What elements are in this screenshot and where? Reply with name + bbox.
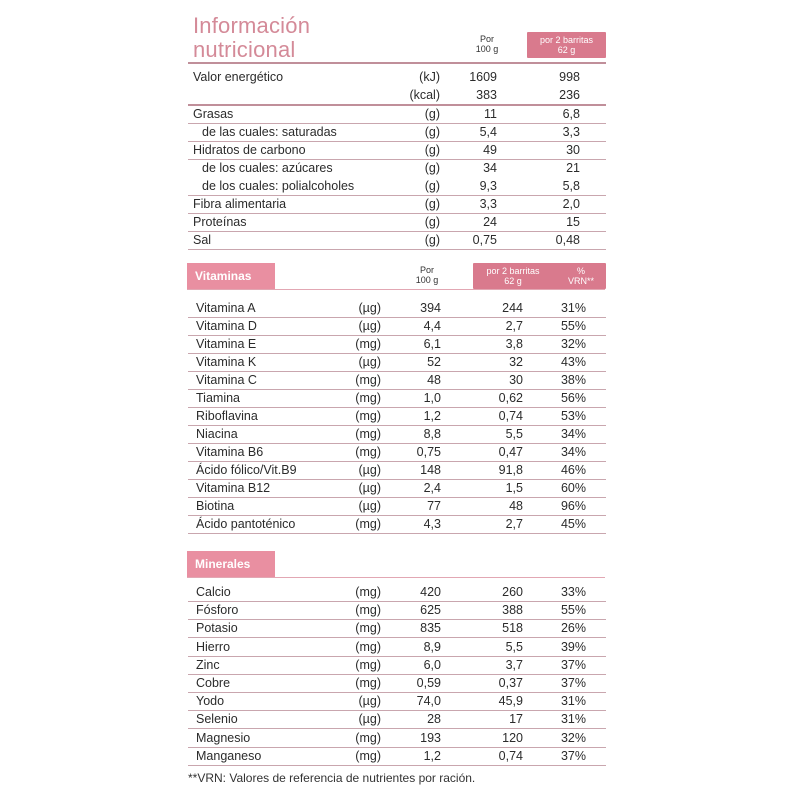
nutrient-row — [0, 141, 800, 159]
nutrient-name: Vitamina B6 — [196, 445, 264, 459]
nutrient-vrn: 39% — [560, 639, 586, 654]
nutrient-row — [0, 443, 800, 461]
nutrient-row — [0, 213, 800, 231]
nutrient-name: Vitamina E — [196, 337, 257, 351]
nutrient-serving: 236 — [559, 88, 580, 102]
nutrient-serving: 0,74 — [498, 748, 523, 763]
nutrient-vrn: 26% — [560, 621, 586, 636]
nutrient-vrn: 46% — [560, 463, 586, 477]
nutrient-per100: 383 — [476, 88, 497, 102]
nutrient-unit: (mg) — [355, 517, 381, 531]
nutrient-unit: (mg) — [355, 603, 381, 618]
nutrient-name: Hierro — [196, 639, 231, 654]
nutrient-vrn: 37% — [560, 748, 586, 763]
nutrient-serving: 0,62 — [498, 391, 523, 405]
nutrient-vrn: 34% — [560, 427, 586, 441]
nutrient-per100: 6,0 — [423, 657, 441, 672]
nutrient-unit: (mg) — [355, 676, 381, 690]
nutrient-vrn: 56% — [560, 391, 586, 405]
footnote: **VRN: Valores de referencia de nutrientes por ración. — [188, 771, 476, 785]
nutrient-per100: 193 — [420, 730, 441, 745]
nutrient-per100: 1,2 — [423, 409, 441, 423]
nutrient-vrn: 38% — [560, 373, 586, 387]
row-divider — [188, 765, 606, 766]
nutrient-row — [0, 231, 800, 249]
nutrient-serving: 3,8 — [505, 337, 523, 351]
nutrient-unit: (µg) — [358, 301, 381, 315]
nutrient-vrn: 34% — [560, 445, 586, 459]
vitamins-section-tab: Vitaminas — [187, 263, 275, 289]
nutrient-row — [0, 371, 800, 389]
nutrient-per100: 0,59 — [416, 676, 441, 690]
nutrient-unit: (mg) — [355, 445, 381, 459]
nutrient-row — [0, 159, 800, 177]
vitamins-section-rule — [187, 289, 605, 290]
nutrient-per100: 2,4 — [423, 481, 441, 495]
nutrient-vrn: 45% — [560, 517, 586, 531]
nutrient-serving: 32 — [509, 355, 523, 369]
nutrient-unit: (mg) — [355, 730, 381, 745]
nutrient-serving: 2,0 — [562, 197, 580, 211]
nutrient-per100: 6,1 — [423, 337, 441, 351]
nutrient-vrn: 37% — [560, 676, 586, 690]
nutrient-name: de los cuales: azúcares — [202, 161, 333, 175]
title-line-1: Información — [193, 13, 311, 38]
nutrient-per100: 3,3 — [479, 197, 497, 211]
nutrient-name: Potasio — [196, 621, 238, 636]
nutrient-row — [0, 583, 800, 601]
nutrient-per100: 24 — [483, 215, 497, 229]
nutrient-name: Vitamina D — [196, 319, 257, 333]
nutrient-unit: (g) — [424, 233, 440, 247]
nutrient-per100: 1609 — [469, 70, 497, 84]
nutrient-per100: 5,4 — [479, 125, 497, 139]
nutrient-serving: 3,7 — [505, 657, 523, 672]
nutrient-unit: (g) — [424, 161, 440, 175]
nutrient-unit: (µg) — [358, 319, 381, 333]
nutrient-per100: 148 — [420, 463, 441, 477]
nutrient-name: Ácido pantoténico — [196, 517, 296, 531]
nutrient-serving: 30 — [509, 373, 523, 387]
nutrient-name: Sal — [193, 233, 212, 247]
nutrient-serving: 1,5 — [505, 481, 523, 495]
nutrient-unit: (g) — [424, 179, 440, 193]
nutrient-vrn: 32% — [560, 730, 586, 745]
nutrient-unit: (mg) — [355, 427, 381, 441]
nutrient-unit: (kcal) — [409, 88, 440, 102]
nutrient-vrn: 96% — [560, 499, 586, 513]
nutrient-row — [0, 389, 800, 407]
nutrient-serving: 120 — [502, 730, 523, 745]
nutrient-serving: 5,5 — [505, 427, 523, 441]
nutrient-unit: (µg) — [358, 499, 381, 513]
nutrient-row — [0, 638, 800, 656]
nutrient-name: Fibra alimentaria — [193, 197, 287, 211]
nutrient-per100: 4,4 — [423, 319, 441, 333]
nutrient-per100: 28 — [427, 712, 441, 727]
vrn-percent-label: % — [576, 266, 585, 276]
nutrient-unit: (mg) — [355, 391, 381, 405]
nutrient-name: Yodo — [196, 694, 225, 709]
nutrient-serving: 998 — [559, 70, 580, 84]
nutrient-name: Niacina — [196, 427, 238, 441]
nutrient-serving: 48 — [509, 499, 523, 513]
nutrient-row — [0, 177, 800, 195]
vitamins-serving-pill — [473, 263, 606, 289]
nutrient-per100: 34 — [483, 161, 497, 175]
nutrient-name: Vitamina B12 — [196, 481, 271, 495]
nutrient-unit: (µg) — [358, 355, 381, 369]
nutrient-per100: 625 — [420, 603, 441, 618]
page-title — [193, 14, 310, 62]
nutrient-unit: (mg) — [355, 621, 381, 636]
nutrient-name: Fósforo — [196, 603, 239, 618]
nutrient-per100: 835 — [420, 621, 441, 636]
nutrient-vrn: 33% — [560, 585, 586, 599]
nutrient-unit: (g) — [424, 197, 440, 211]
nutrient-per100: 77 — [427, 499, 441, 513]
nutrient-vrn: 55% — [560, 319, 586, 333]
header-divider — [188, 62, 606, 64]
nutrient-row — [0, 195, 800, 213]
nutrient-vrn: 31% — [560, 694, 586, 709]
vitamins-serving-text — [477, 266, 549, 286]
vitamins-per-label: Por — [419, 265, 434, 275]
nutrient-row — [0, 479, 800, 497]
nutrient-row — [0, 656, 800, 674]
nutrient-serving: 0,47 — [498, 445, 523, 459]
title-line-2: nutricional — [193, 37, 296, 62]
minerals-section-tab: Minerales — [187, 551, 275, 577]
nutrient-unit: (mg) — [355, 639, 381, 654]
nutrient-per100: 48 — [427, 373, 441, 387]
nutrient-name: Zinc — [196, 657, 220, 672]
nutrient-unit: (g) — [424, 107, 440, 121]
serving-amount: 62 g — [557, 45, 576, 55]
nutrient-serving: 3,3 — [562, 125, 580, 139]
vitamins-per-100g-header — [402, 265, 452, 285]
nutrient-per100: 1,0 — [423, 391, 441, 405]
nutrient-name: Calcio — [196, 585, 231, 599]
vitamins-serving-amount: 62 g — [504, 276, 522, 286]
nutrient-per100: 394 — [420, 301, 441, 315]
nutrient-per100: 74,0 — [416, 694, 441, 709]
nutrient-row — [0, 299, 800, 317]
nutrient-row — [0, 123, 800, 141]
nutrient-per100: 1,2 — [423, 748, 441, 763]
nutrient-unit: (µg) — [358, 694, 381, 709]
row-divider — [188, 533, 606, 534]
nutrient-serving: 30 — [566, 143, 580, 157]
nutrient-row — [0, 710, 800, 728]
nutrient-unit: (g) — [424, 125, 440, 139]
nutrient-serving: 91,8 — [498, 463, 523, 477]
nutrient-name: Vitamina K — [196, 355, 257, 369]
nutrient-row — [0, 425, 800, 443]
nutrient-serving: 388 — [502, 603, 523, 618]
nutrient-row — [0, 515, 800, 533]
nutrient-name: Valor energético — [193, 70, 284, 84]
nutrient-serving: 2,7 — [505, 517, 523, 531]
nutrient-name: Ácido fólico/Vit.B9 — [196, 463, 297, 477]
nutrient-per100: 52 — [427, 355, 441, 369]
nutrient-vrn: 31% — [560, 712, 586, 727]
nutrient-name: Tiamina — [196, 391, 240, 405]
nutrient-serving: 2,7 — [505, 319, 523, 333]
nutrient-unit: (mg) — [355, 585, 381, 599]
vitamins-per-amount: 100 g — [415, 275, 439, 285]
nutrient-serving: 518 — [502, 621, 523, 636]
nutrient-name: Hidratos de carbono — [193, 143, 306, 157]
nutrient-per100: 420 — [420, 585, 441, 599]
nutrient-serving: 15 — [566, 215, 580, 229]
nutrient-name: Manganeso — [196, 748, 262, 763]
nutrient-per100: 11 — [484, 107, 497, 121]
nutrient-serving: 6,8 — [562, 107, 580, 121]
nutrient-row — [0, 692, 800, 710]
nutrient-per100: 9,3 — [479, 179, 497, 193]
nutrient-serving: 5,8 — [562, 179, 580, 193]
nutrient-vrn: 31% — [560, 301, 586, 315]
nutrient-vrn: 60% — [560, 481, 586, 495]
nutrient-name: Grasas — [193, 107, 234, 121]
nutrient-unit: (kJ) — [419, 70, 440, 84]
nutrient-row — [0, 105, 800, 123]
nutrient-serving: 260 — [502, 585, 523, 599]
nutrient-unit: (mg) — [355, 337, 381, 351]
nutrient-vrn: 53% — [560, 409, 586, 423]
nutrient-serving: 17 — [509, 712, 523, 727]
nutrient-name: de los cuales: polialcoholes — [202, 179, 355, 193]
nutrient-row — [0, 497, 800, 515]
nutrient-row — [0, 407, 800, 425]
nutrient-unit: (µg) — [358, 463, 381, 477]
nutrient-per100: 8,9 — [423, 639, 441, 654]
nutrient-per100: 0,75 — [416, 445, 441, 459]
nutrient-row — [0, 68, 800, 86]
nutrient-unit: (g) — [424, 215, 440, 229]
nutrient-per100: 4,3 — [423, 517, 441, 531]
nutrient-row — [0, 353, 800, 371]
nutrient-unit: (mg) — [355, 657, 381, 672]
nutrient-unit: (µg) — [358, 481, 381, 495]
nutrient-vrn: 37% — [560, 657, 586, 672]
nutrient-per100: 49 — [483, 143, 497, 157]
serving-label: por 2 barritas — [539, 35, 594, 45]
per-100g-header — [462, 34, 512, 54]
nutrient-row — [0, 601, 800, 619]
nutrient-serving: 0,74 — [498, 409, 523, 423]
nutrient-name: de las cuales: saturadas — [202, 125, 337, 139]
nutrient-per100: 8,8 — [423, 427, 441, 441]
nutrient-unit: (µg) — [358, 712, 381, 727]
nutrient-row — [0, 619, 800, 637]
nutrient-name: Riboflavina — [196, 409, 258, 423]
vitamins-serving-label: por 2 barritas — [486, 266, 540, 276]
nutrient-serving: 0,37 — [498, 676, 523, 690]
nutrient-row — [0, 729, 800, 747]
nutrient-serving: 244 — [502, 301, 523, 315]
nutrient-unit: (mg) — [355, 748, 381, 763]
nutrient-name: Vitamina C — [196, 373, 257, 387]
nutrient-name: Proteínas — [193, 215, 247, 229]
nutrient-vrn: 32% — [560, 337, 586, 351]
minerals-section-rule — [187, 577, 605, 578]
nutrient-unit: (mg) — [355, 409, 381, 423]
nutrient-row — [0, 335, 800, 353]
serving-header-pill — [527, 32, 606, 58]
nutrient-vrn: 43% — [560, 355, 586, 369]
vrn-label: VRN** — [567, 276, 594, 286]
nutrient-name: Selenio — [196, 712, 238, 727]
per-amount: 100 g — [475, 44, 499, 54]
nutrient-serving: 0,48 — [555, 233, 580, 247]
nutrient-row — [0, 86, 800, 104]
nutrient-row — [0, 461, 800, 479]
nutrient-name: Vitamina A — [196, 301, 256, 315]
nutrient-name: Magnesio — [196, 730, 251, 745]
nutrient-unit: (mg) — [355, 373, 381, 387]
nutrient-unit: (g) — [424, 143, 440, 157]
nutrient-name: Biotina — [196, 499, 235, 513]
nutrient-vrn: 55% — [560, 603, 586, 618]
nutrient-serving: 21 — [566, 161, 580, 175]
nutrient-serving: 45,9 — [498, 694, 523, 709]
nutrient-row — [0, 317, 800, 335]
vitamins-vrn-header — [561, 266, 601, 286]
nutrient-name: Cobre — [196, 676, 231, 690]
nutrient-row — [0, 674, 800, 692]
nutrient-serving: 5,5 — [505, 639, 523, 654]
nutrient-per100: 0,75 — [472, 233, 497, 247]
nutrient-row — [0, 747, 800, 765]
row-divider — [188, 249, 606, 250]
per-label: Por — [479, 34, 494, 44]
